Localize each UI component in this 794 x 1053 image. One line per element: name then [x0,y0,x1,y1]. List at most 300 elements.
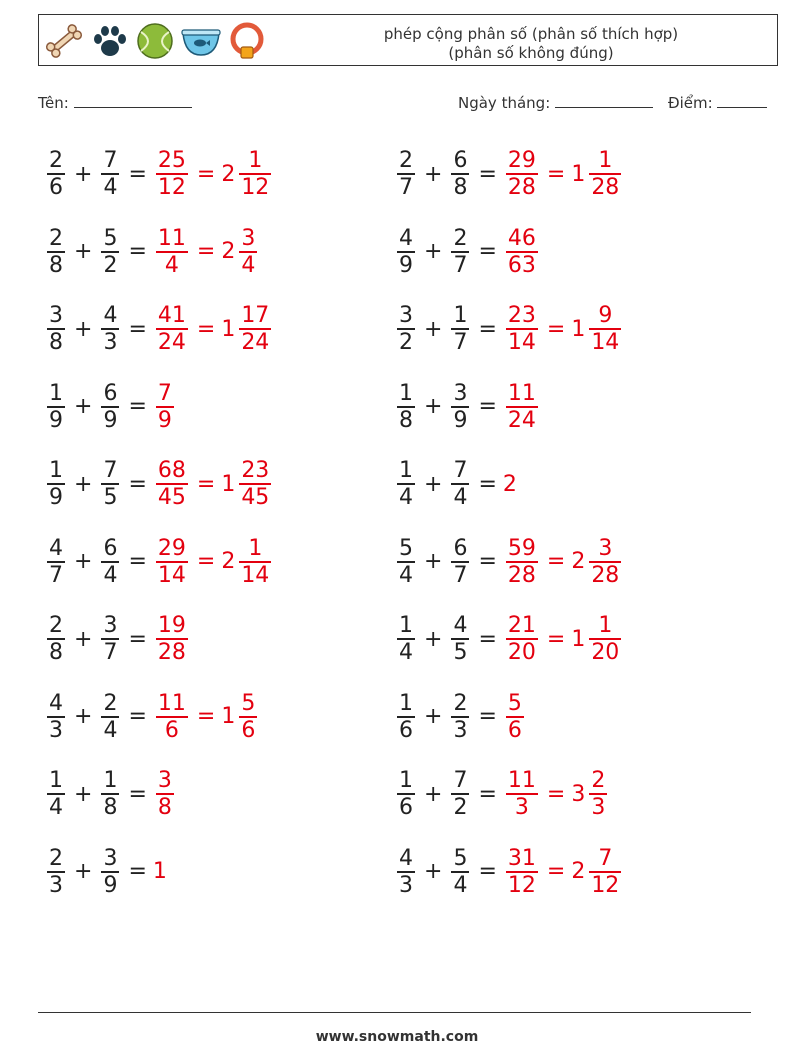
equals-sign: = [128,704,147,729]
plus-sign: + [424,471,443,497]
denominator: 8 [49,252,63,278]
numerator: 7 [598,845,613,871]
answer-fraction [156,536,188,588]
numerator: 4 [399,225,413,251]
problem-item [394,763,610,825]
mixed-number-whole: 2 [221,549,236,574]
numerator: 5 [241,690,256,716]
equals-sign: = [478,781,497,807]
denominator: 24 [241,330,270,355]
numerator: 1 [49,380,63,406]
equals-sign: = [128,781,147,807]
denominator: 4 [164,252,179,278]
denominator: 4 [103,717,118,743]
numerator: 2 [49,845,63,871]
answer-fraction [506,613,538,665]
denominator: 12 [157,175,186,200]
equals-sign: = [128,161,147,187]
numerator: 1 [399,690,413,716]
denominator: 8 [103,795,118,820]
addend-fraction [101,381,119,433]
numerator: 2 [399,148,413,173]
numerator: 7 [453,768,468,793]
denominator: 4 [103,562,118,588]
mixed-number-whole: 1 [571,626,586,652]
numerator: 3 [399,303,413,328]
worksheet-header [38,14,778,66]
numerator: 4 [49,535,63,561]
score-label: Điểm: [668,94,713,112]
denominator: 24 [507,407,536,433]
denominator: 9 [157,407,172,433]
problem-item [44,686,260,748]
addend-fraction [397,381,415,433]
denominator: 7 [453,330,468,355]
problem-item [44,221,260,283]
denominator: 5 [103,485,118,510]
problem-item [44,608,191,670]
addend-fraction [101,303,119,355]
problem-item [44,453,274,515]
numerator: 1 [399,380,413,406]
denominator: 4 [241,252,256,278]
addend-fraction [451,226,469,278]
equals-sign: = [128,394,147,419]
denominator: 6 [241,717,256,743]
addend-fraction [451,846,469,898]
denominator: 7 [49,562,63,588]
addend-fraction [451,536,469,588]
denominator: 3 [591,795,606,820]
answer-equals-sign: = [546,161,566,187]
numerator: 1 [598,148,613,173]
equals-sign: = [478,704,497,729]
addend-fraction [47,381,65,433]
denominator: 28 [507,175,536,200]
numerator: 7 [103,148,118,173]
numerator: 6 [103,535,118,561]
equals-sign: = [128,626,147,652]
addend-fraction [47,148,65,200]
numerator: 1 [399,458,413,483]
addend-fraction [101,691,119,743]
mixed-number-whole: 1 [571,161,586,187]
denominator: 6 [164,717,179,743]
mixed-number-whole: 2 [221,239,236,264]
addend-fraction [47,226,65,278]
problem-item [44,531,274,593]
denominator: 45 [157,485,186,510]
numerator: 3 [453,380,468,406]
numerator: 6 [453,535,468,561]
addend-fraction [451,768,469,820]
numerator: 3 [157,768,172,793]
numerator: 59 [507,535,536,561]
answer-equals-sign: = [196,549,216,574]
problem-item [394,608,624,670]
mixed-number-whole: 1 [221,704,236,729]
addend-fraction [101,846,119,898]
denominator: 6 [399,717,413,743]
mixed-number-fraction [239,458,271,510]
problem-item [394,686,527,748]
fish-bowl-icon [179,22,223,60]
equals-sign: = [128,859,147,884]
addend-fraction [101,458,119,510]
answer-fraction [156,691,188,743]
date-label: Ngày tháng: [458,94,551,112]
plus-sign: + [424,316,443,342]
numerator: 11 [507,380,536,406]
answer-fraction [506,303,538,355]
denominator: 6 [507,717,522,743]
denominator: 20 [507,640,536,665]
numerator: 19 [157,613,186,638]
answer-fraction [506,768,538,820]
numerator: 11 [157,690,186,716]
numerator: 46 [507,225,536,251]
denominator: 4 [103,175,118,200]
addend-fraction [397,613,415,665]
numerator: 1 [103,768,118,793]
addend-fraction [397,303,415,355]
footer-url: www.snowmath.com [315,1029,479,1045]
denominator: 14 [157,562,186,588]
numerator: 1 [399,613,413,638]
equals-sign: = [478,239,497,264]
numerator: 5 [507,690,522,716]
denominator: 28 [591,562,620,588]
plus-sign: + [424,859,443,884]
answer-equals-sign: = [546,626,566,652]
numerator: 3 [241,225,256,251]
denominator: 9 [103,407,118,433]
denominator: 2 [453,795,468,820]
denominator: 7 [399,175,413,200]
answer-equals-sign: = [546,859,566,884]
numerator: 3 [103,845,118,871]
denominator: 12 [241,175,270,200]
answer-equals-sign: = [546,549,566,574]
equals-sign: = [478,626,497,652]
numerator: 7 [453,458,468,483]
equals-sign: = [478,859,497,884]
numerator: 3 [598,535,613,561]
addend-fraction [47,691,65,743]
mixed-number-fraction [589,613,621,665]
answer-fraction [156,303,188,355]
name-field[interactable] [38,93,192,112]
numerator: 2 [453,225,468,251]
numerator: 4 [103,303,118,328]
answer-whole-number: 1 [152,859,167,884]
problem-item [44,143,274,205]
denominator: 9 [399,252,413,278]
denominator: 3 [103,330,118,355]
plus-sign: + [424,161,443,187]
denominator: 4 [399,640,413,665]
numerator: 31 [507,845,536,871]
denominator: 12 [591,872,620,898]
mixed-number-fraction [589,303,621,355]
numerator: 29 [157,535,186,561]
plus-sign: + [74,859,93,884]
mixed-number-fraction [239,691,257,743]
denominator: 9 [49,485,63,510]
plus-sign: + [74,316,93,342]
answer-fraction [156,226,188,278]
denominator: 3 [49,717,63,743]
plus-sign: + [74,239,93,264]
answer-fraction [156,613,188,665]
problem-item [394,453,517,515]
answer-fraction [506,226,538,278]
numerator: 23 [507,303,536,328]
addend-fraction [47,303,65,355]
paw-print-icon [89,22,131,60]
plus-sign: + [74,781,93,807]
numerator: 1 [598,613,613,638]
numerator: 2 [49,225,63,251]
addend-fraction [397,536,415,588]
denominator: 14 [241,562,270,588]
addend-fraction [451,303,469,355]
answer-fraction [156,148,188,200]
denominator: 14 [507,330,536,355]
denominator: 4 [453,872,468,898]
equals-sign: = [128,239,147,264]
addend-fraction [397,768,415,820]
addend-fraction [47,768,65,820]
numerator: 2 [49,613,63,638]
addend-fraction [47,536,65,588]
problem-item [394,298,624,360]
denominator: 4 [49,795,63,820]
denominator: 8 [49,330,63,355]
addend-fraction [101,613,119,665]
bone-icon [43,22,85,60]
title-line-2: (phân số không đúng) [448,44,614,62]
equals-sign: = [478,394,497,419]
numerator: 5 [399,535,413,561]
mixed-number-whole: 1 [221,471,236,497]
addend-fraction [101,768,119,820]
denominator: 28 [591,175,620,200]
denominator: 2 [103,252,118,278]
title-line-1: phép cộng phân số (phân số thích hợp) [383,25,679,43]
plus-sign: + [424,394,443,419]
numerator: 9 [598,303,613,328]
numerator: 2 [103,690,118,716]
mixed-number-fraction [589,846,621,898]
answer-whole-number: 2 [502,471,517,497]
addend-fraction [101,226,119,278]
numerator: 23 [241,458,270,483]
score-blank[interactable] [717,93,767,108]
answer-equals-sign: = [546,316,566,342]
equals-sign: = [128,471,147,497]
answer-equals-sign: = [196,704,216,729]
denominator: 8 [399,407,413,433]
numerator: 11 [157,225,186,251]
numerator: 6 [453,148,468,173]
numerator: 3 [49,303,63,328]
plus-sign: + [74,704,93,729]
denominator: 5 [453,640,468,665]
numerator: 41 [157,303,186,328]
problem-item [394,531,624,593]
addend-fraction [397,691,415,743]
numerator: 6 [103,380,118,406]
equals-sign: = [478,471,497,497]
numerator: 7 [157,380,172,406]
numerator: 1 [248,535,263,561]
denominator: 2 [399,330,413,355]
denominator: 63 [507,252,536,278]
mixed-number-fraction [239,303,271,355]
header-icons [43,21,267,61]
numerator: 3 [103,613,118,638]
denominator: 6 [399,795,413,820]
footer-divider [38,1012,751,1013]
plus-sign: + [74,394,93,419]
addend-fraction [451,691,469,743]
date-blank[interactable] [555,93,653,108]
answer-equals-sign: = [546,781,566,807]
problem-item [44,763,177,825]
mixed-number-whole: 1 [221,316,236,342]
answer-equals-sign: = [196,239,216,264]
denominator: 7 [453,562,468,588]
plus-sign: + [74,549,93,574]
mixed-number-whole: 2 [571,549,586,574]
mixed-number-whole: 2 [221,161,236,187]
pet-collar-icon [227,22,267,60]
plus-sign: + [424,549,443,574]
denominator: 3 [399,872,413,898]
denominator: 7 [103,640,118,665]
problem-item [394,841,624,903]
plus-sign: + [424,626,443,652]
numerator: 4 [453,613,468,638]
equals-sign: = [128,316,147,342]
plus-sign: + [74,471,93,497]
numerator: 1 [453,303,468,328]
worksheet-title [321,25,741,63]
equals-sign: = [478,549,497,574]
numerator: 17 [241,303,270,328]
denominator: 7 [453,252,468,278]
answer-equals-sign: = [196,316,216,342]
denominator: 4 [399,562,413,588]
numerator: 2 [591,768,606,793]
numerator: 2 [453,690,468,716]
problem-item [44,841,167,903]
mixed-number-fraction [589,148,621,200]
answer-fraction [506,536,538,588]
numerator: 4 [49,690,63,716]
numerator: 1 [248,148,263,173]
date-field[interactable] [458,93,653,112]
numerator: 1 [49,458,63,483]
problem-item [44,298,274,360]
problem-item [44,376,177,438]
plus-sign: + [74,626,93,652]
answer-fraction [156,458,188,510]
denominator: 28 [157,640,186,665]
addend-fraction [397,226,415,278]
denominator: 3 [453,717,468,743]
numerator: 7 [103,458,118,483]
score-field[interactable] [668,93,767,112]
addend-fraction [47,613,65,665]
denominator: 8 [453,175,468,200]
answer-equals-sign: = [196,161,216,187]
numerator: 1 [399,768,413,793]
problem-item [394,376,541,438]
numerator: 2 [49,148,63,173]
problem-item [394,221,541,283]
plus-sign: + [424,781,443,807]
addend-fraction [451,458,469,510]
answer-fraction [156,381,174,433]
problem-item [394,143,624,205]
addend-fraction [47,846,65,898]
mixed-number-whole: 3 [571,781,586,807]
mixed-number-whole: 1 [571,316,586,342]
addend-fraction [101,536,119,588]
mixed-number-fraction [589,768,607,820]
equals-sign: = [128,549,147,574]
numerator: 11 [507,768,536,793]
denominator: 12 [507,872,536,898]
denominator: 3 [49,872,63,898]
numerator: 4 [399,845,413,871]
answer-fraction [506,381,538,433]
denominator: 20 [591,640,620,665]
numerator: 1 [49,768,63,793]
answer-fraction [506,148,538,200]
mixed-number-fraction [239,148,271,200]
numerator: 68 [157,458,186,483]
denominator: 9 [49,407,63,433]
addend-fraction [451,613,469,665]
mixed-number-fraction [589,536,621,588]
addend-fraction [397,148,415,200]
plus-sign: + [424,704,443,729]
addend-fraction [451,381,469,433]
equals-sign: = [478,161,497,187]
plus-sign: + [74,161,93,187]
denominator: 14 [591,330,620,355]
denominator: 3 [514,795,529,820]
denominator: 8 [49,640,63,665]
denominator: 45 [241,485,270,510]
name-blank[interactable] [74,93,192,108]
equals-sign: = [478,316,497,342]
numerator: 5 [453,845,468,871]
answer-equals-sign: = [196,471,216,497]
answer-fraction [506,691,524,743]
denominator: 6 [49,175,63,200]
addend-fraction [397,846,415,898]
mixed-number-fraction [239,226,257,278]
addend-fraction [451,148,469,200]
addend-fraction [47,458,65,510]
denominator: 4 [453,485,468,510]
addend-fraction [397,458,415,510]
numerator: 5 [103,225,118,251]
